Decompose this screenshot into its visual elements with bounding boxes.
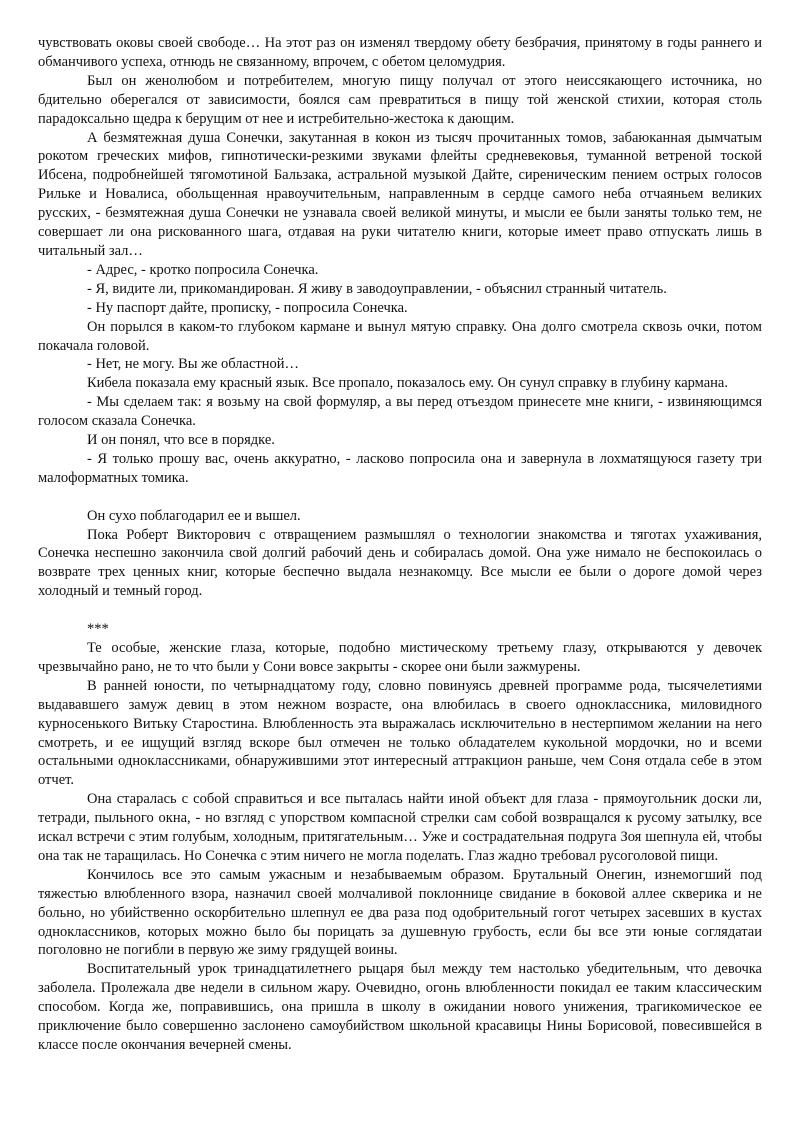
paragraph: Она старалась с собой справиться и все пыталась найти иной объект для глаза - прямоугольник доски ли, тетради, пыльного окна, - но взгляд с упорством компасной стрелки сам собой возвращался к русому затылку, все искал встречи с этим голубым, холодным, притягательным… Уже и сострадательная подруга Зоя шепнула ей, чтобы она так не таращилась. Но Сонечка с этим ничего не могла поделать. Глаз жадно требовал русоголовой пищи. <box>38 791 762 864</box>
paragraph: Кибела показала ему красный язык. Все пропало, показалось ему. Он сунул справку в глубину кармана. <box>87 375 728 392</box>
paragraph: Он сухо поблагодарил ее и вышел. <box>87 507 301 524</box>
dialogue-line: - Ну паспорт дайте, прописку, - попросила Сонечка. <box>87 299 408 316</box>
paragraph: А безмятежная душа Сонечки, закутанная в кокон из тысяч прочитанных томов, забаюканная дымчатым рокотом греческих мифов, гипнотически-резкими звуками флейты средневековья, туманной ветреной тоской Ибсена, подробнейшей тягомотиной Бальзака, астральной музыкой Дайте, сиреническим пением острых голосов Рильке и Новалиса, обольщенная нравоучительным, направленным в сердце самого неба отчаяньем великих русских, - безмятежная душа Сонечки не узнавала своей великой минуты, и мысли ее были заняты только тем, не совершает ли она рискованного шага, отдавая на руки читателю книги, которые имеет право отпускать лишь в читальный зал… <box>38 129 762 259</box>
paragraph: Кончилось все это самым ужасным и незабываемым образом. Брутальный Онегин, изнемогший под тяжестью влюбленного взора, назначил своей молчаливой поклоннице свидание в боковой аллее скверика и не больно, но убийственно оскорбительно шлепнул ее два раза под одобрительный гогот четырех засевших в кустах одноклассников, которых можно было бы порицать за душевную грубость, если бы все эти юные соглядатаи поголовно не погибли в первую же зиму грядущей воины. <box>38 866 762 959</box>
dialogue-line: - Я, видите ли, прикомандирован. Я живу в заводоуправлении, - объяснил странный читатель. <box>87 280 667 297</box>
paragraph: Был он женолюбом и потребителем, многую пищу получал от этого неиссякающего источника, но бдительно оберегался от зависимости, боялся сам превратиться в пищу той женской стихии, которая столь парадоксально щедра к берущим от нее и истребительно-жестока к дающим. <box>38 72 762 127</box>
paragraph: И он понял, что все в порядке. <box>87 432 275 449</box>
paragraph: В ранней юности, по четырнадцатому году, словно повинуясь древней программе рода, тысячелетиями выдававшего замуж девиц в этом нежном возрасте, она влюбилась в своего одноклассника, миловидного курносенького Витьку Старостина. Влюбленность эта выражалась исключительно в нестерпимом желании на него смотреть, и ее ищущий взгляд вскоре был отмечен не только обладателем кукольной мордочки, но и всеми остальными одноклассниками, обнаружившими этот интересный аттракцион раньше, чем Соня отдала себе в этом отчет. <box>38 677 762 789</box>
dialogue-line: - Я только прошу вас, очень аккуратно, - ласково попросила она и завернула в лохматящуюся газету три малоформатных томика. <box>38 450 762 486</box>
paragraph: Пока Роберт Викторович с отвращением размышлял о технологии знакомства и тяготах ухаживания, Сонечка неспешно закончила свой долгий рабочий день и собиралась домой. Она уже нимало не беспокоилась о возврате трех ценных книг, которые беспечно выдала незнакомцу. Все мысли ее были о дороге домой через холодный и темный город. <box>38 526 762 600</box>
section-break: *** <box>87 621 109 638</box>
paragraph-continuation: чувствовать оковы своей свободе… На этот раз он изменял твердому обету безбрачия, принятому в годы раннего и обманчивого успеха, отнюдь не связанному, впрочем, с обетом целомудрия. <box>38 35 762 70</box>
paragraph: Те особые, женские глаза, которые, подобно мистическому третьему глазу, открываются у девочек чрезвычайно рано, не то что были у Сони вовсе закрыты - скорее они были зажмурены. <box>38 639 762 675</box>
dialogue-line: - Адрес, - кротко попросила Сонечка. <box>87 261 319 278</box>
dialogue-line: - Нет, не могу. Вы же областной… <box>87 356 300 373</box>
dialogue-line: - Мы сделаем так: я возьму на свой формуляр, а вы перед отъездом принесете мне книги, - извиняющимся голосом сказала Сонечка. <box>38 394 762 430</box>
paragraph: Он порылся в каком-то глубоком кармане и вынул мятую справку. Она долго смотрела сквозь очки, потом покачала головой. <box>38 318 762 354</box>
paragraph: Воспитательный урок тринадцатилетнего рыцаря был между тем настолько убедительным, что девочка заболела. Пролежала две недели в сильном жару. Очевидно, огонь влюбленности покидал ее таким классическим способом. Когда же, поправившись, она пришла в школу в ожидании нового унижения, трагикомическое ее приключение было совершенно заслонено самоубийством школьной красавицы Нины Борисовой, повесившейся в классе после окончания вечерней смены. <box>38 961 762 1053</box>
